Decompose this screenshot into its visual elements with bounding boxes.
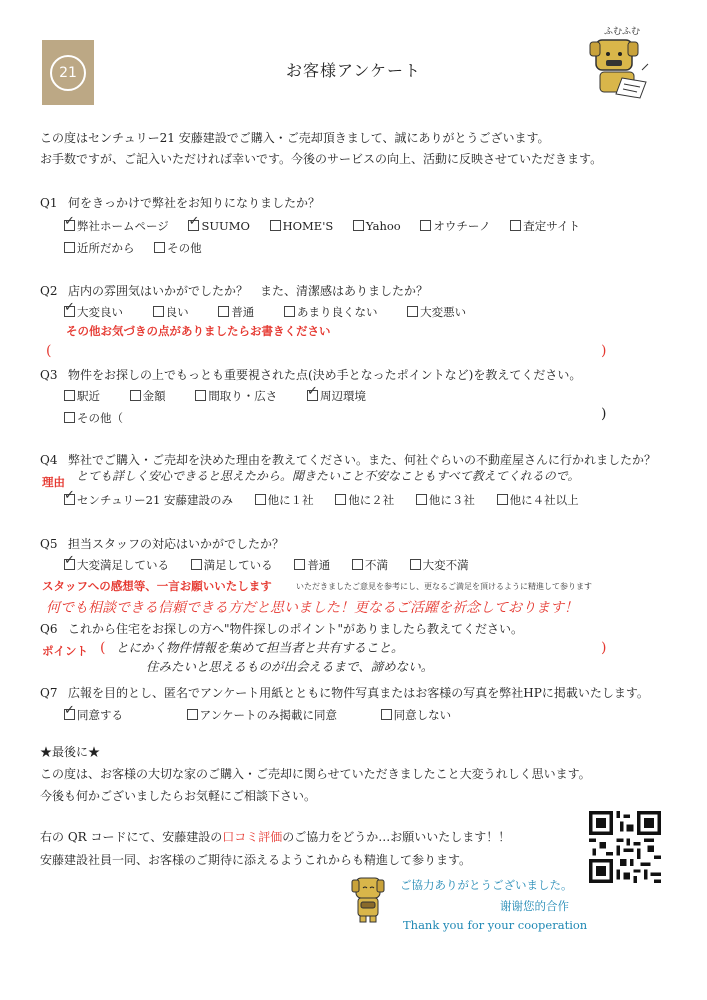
q7-option-label: アンケートのみ掲載に同意 [199,708,337,722]
checkbox-checked-icon[interactable] [64,306,75,317]
intro-line-2: お手数ですが、ご記入いただければ幸いです。今後のサービスの向上、活動に反映させていただきます。 [40,152,603,166]
q3-text: 物件をお探しの上でもっとも重要視された点(決め手となったポイントなど)を教えてください。 [68,368,582,382]
review-highlight: 口コミ評価 [222,830,283,844]
q3-number: Q3 [40,368,58,382]
checkbox-icon[interactable] [284,306,295,317]
q3-option-label: 駅近 [77,389,100,403]
q1-option[interactable] [64,240,135,256]
q1-option-label: 弊社ホームページ [77,219,169,233]
q4-option-label: 他に２社 [348,493,395,507]
checkbox-icon[interactable] [294,559,305,570]
q3-option-label: 金額 [142,389,166,403]
checkbox-icon[interactable] [153,306,164,317]
q5-options [64,557,485,573]
q5-option[interactable] [294,557,330,573]
checkbox-icon[interactable] [130,390,141,401]
q4-text: 弊社でご購入・ご売却を決めた理由を教えてください。また、何社ぐらいの不動産屋さんに行かれましたか？ [68,453,657,467]
question-5 [40,535,284,552]
qr-code-icon[interactable] [589,811,661,883]
logo-mark: 21 [50,55,86,91]
q1-options-row2 [64,240,218,256]
q4-option-label: 他に１社 [267,493,314,507]
q7-text: 広報を目的とし、匿名でアンケート用紙とともに物件写真またはお客様の写真を弊社HPに掲載いたします。 [68,686,649,700]
checkbox-icon[interactable] [410,559,421,570]
closing-line-3a: 右の QR コードにて、安藤建設の [40,830,223,844]
q3-option[interactable] [195,388,277,404]
q4-handwritten-reason: とても詳しく安心できると思えたから。聞きたいこと不安なこともすべて教えてくれるので。 [76,469,580,483]
q3-option-label: 間取り・広さ [208,389,278,403]
q4-option[interactable] [335,492,394,508]
q7-number: Q7 [40,686,58,700]
q1-option-label: Yahoo [365,219,401,233]
closing-section [40,741,591,807]
checkbox-icon[interactable] [353,220,364,231]
q3-other-label: その他（ [77,411,123,425]
q1-option-label: SUUMO [201,219,250,233]
q5-option-label: 普通 [307,558,331,572]
q4-options [64,492,595,508]
q7-option[interactable] [381,707,452,723]
q2-open-paren: ( [46,343,52,359]
checkbox-icon[interactable] [218,306,229,317]
q1-option-label: その他 [167,241,202,255]
q5-handwritten-comment: 何でも相談できる信頼できる方だと思いました！更なるご活躍を祈念しております！ [46,600,578,616]
q2-option-label: あまり良くない [296,305,378,319]
q2-option[interactable] [153,304,189,320]
closing-heading: ★最後に★ [40,745,101,759]
checkbox-checked-icon[interactable] [64,559,75,570]
q4-option-label: 他に３社 [428,493,475,507]
q4-option[interactable] [255,492,314,508]
checkbox-icon[interactable] [64,390,75,401]
closing-line-4: 安藤建設社員一同、お客様のご期待に添えるようこれからも精進して参ります。 [40,853,472,867]
thanks-japanese: ご協力ありがとうございました。 [400,878,573,892]
q4-number: Q4 [40,453,58,467]
q5-option-label: 不満 [364,558,388,572]
q2-close-paren: ) [601,343,607,359]
q3-option[interactable] [130,388,166,404]
page-title: お客様アンケート [285,61,422,80]
checkbox-icon[interactable] [195,390,206,401]
q2-text: 店内の雰囲気はいかがでしたか？ また、清潔感はありましたか？ [68,284,429,298]
closing-line-2: 今後も何かございましたらお気軽にご相談下さい。 [40,789,317,803]
intro-text [40,128,602,170]
checkbox-icon[interactable] [64,412,75,423]
q2-option-label: 良い [165,305,189,319]
checkbox-icon[interactable] [335,494,346,505]
q4-reason-label: 理由 [42,475,65,489]
mascot-dog-writing-icon [582,22,662,102]
q5-number: Q5 [40,537,58,551]
thanks-english: Thank you for your cooperation [403,918,588,932]
mascot-dog-bowing-icon [348,876,388,924]
q2-options [64,304,482,320]
q6-label: ポイント [42,644,88,658]
q2-option-label: 大変悪い [420,305,467,319]
q7-option[interactable] [187,707,337,723]
q7-option-label: 同意しない [393,708,452,722]
q7-options [64,707,467,723]
mascot-caption: ふむふむ [604,27,641,37]
q1-option[interactable] [420,218,490,234]
closing-line-1: この度は、お客様の大切な家のご購入・ご売却に関らせていただきましたこと大変うれしく思います。 [40,767,591,781]
checkbox-icon[interactable] [416,494,427,505]
q5-option-label: 満足している [203,558,273,572]
checkbox-checked-icon[interactable] [307,390,318,401]
thanks-chinese: 谢谢您的合作 [500,899,569,913]
checkbox-icon[interactable] [187,709,198,720]
question-4 [40,451,656,468]
checkbox-icon[interactable] [64,242,75,253]
closing-qr-request [40,826,510,848]
q1-option[interactable] [64,218,169,234]
q1-option[interactable] [353,219,401,233]
q5-option-label: 大変不満 [422,558,469,572]
question-7 [40,684,649,701]
checkbox-icon[interactable] [255,494,266,505]
q6-handwritten-line-1: とにかく物件情報を集めて担当者と共有すること。 [116,640,404,655]
q6-handwritten-line-2: 住みたいと思えるものが出会えるまで、諦めない。 [146,659,434,674]
q6-number: Q6 [40,622,58,636]
q3-options [64,388,382,404]
q3-close-paren: ) [601,406,607,422]
checkbox-icon[interactable] [497,494,508,505]
q1-text: 何をきっかけで弊社をお知りになりましたか？ [68,196,321,210]
question-3 [40,366,581,383]
q4-option-label: 他に４社以上 [509,493,579,507]
q7-option-label: 同意する [77,708,123,722]
checkbox-icon[interactable] [154,242,165,253]
q5-option[interactable] [352,557,388,573]
q2-option-label: 大変良い [77,305,123,319]
closing-line-3c: のご協力をどうか…お願いいたします！！ [282,830,511,844]
q2-option[interactable] [284,304,378,320]
q2-option[interactable] [218,304,254,320]
q5-option[interactable] [191,557,273,573]
checkbox-checked-icon[interactable] [64,494,75,505]
q1-option-label: 査定サイト [523,219,580,233]
q2-note: その他お気づきの点がありましたらお書きください [66,324,331,338]
q1-option[interactable] [510,218,580,234]
checkbox-icon[interactable] [191,559,202,570]
q4-option[interactable] [64,492,233,508]
q1-option-label: HOME'S [282,219,334,233]
question-1 [40,194,320,211]
q1-option-label: 近所だから [77,241,135,255]
q5-option[interactable] [410,557,469,573]
checkbox-checked-icon[interactable] [188,220,199,231]
checkbox-icon[interactable] [352,559,363,570]
q1-option[interactable] [154,240,202,256]
checkbox-icon[interactable] [407,306,418,317]
q6-text: これから住宅をお探しの方へ"物件探しのポイント"がありましたら教えてください。 [68,622,524,636]
question-2 [40,282,428,299]
q1-options-row1 [64,218,596,234]
q1-option[interactable] [188,219,249,233]
q3-option[interactable] [64,388,100,404]
q3-other[interactable] [64,410,123,426]
intro-line-1: この度はセンチュリー21 安藤建設でご購入・ご売却頂きまして、誠にありがとうございます。 [40,131,550,145]
question-6 [40,620,523,637]
checkbox-icon[interactable] [270,220,281,231]
q5-text: 担当スタッフの対応はいかがでしたか？ [68,537,285,551]
q5-request-note: いただきましたご意見を参考にし、更なるご満足を頂けるように精進して参ります [296,582,592,591]
q2-number: Q2 [40,284,58,298]
q2-option[interactable] [64,304,123,320]
q4-option[interactable] [416,492,475,508]
q3-option-label: 周辺環境 [319,389,366,403]
q1-option-label: オウチーノ [433,219,491,233]
q5-option-label: 大変満足している [77,558,169,572]
q1-option[interactable] [270,219,334,233]
checkbox-icon[interactable] [510,220,521,231]
q2-option-label: 普通 [231,305,255,319]
checkbox-icon[interactable] [420,220,431,231]
checkbox-checked-icon[interactable] [64,220,75,231]
q1-number: Q1 [40,196,58,210]
q4-option-label: センチュリー21 安藤建設のみ [77,493,233,507]
q3-option[interactable] [307,388,366,404]
q7-option[interactable] [64,707,123,723]
q5-option[interactable] [64,557,169,573]
q2-option[interactable] [407,304,466,320]
q4-option[interactable] [497,492,579,508]
q6-open-paren: ( [100,640,106,656]
q6-close-paren: ) [601,640,607,656]
checkbox-icon[interactable] [381,709,392,720]
q5-request: スタッフへの感想等、一言お願いいたします [42,579,272,593]
checkbox-checked-icon[interactable] [64,709,75,720]
